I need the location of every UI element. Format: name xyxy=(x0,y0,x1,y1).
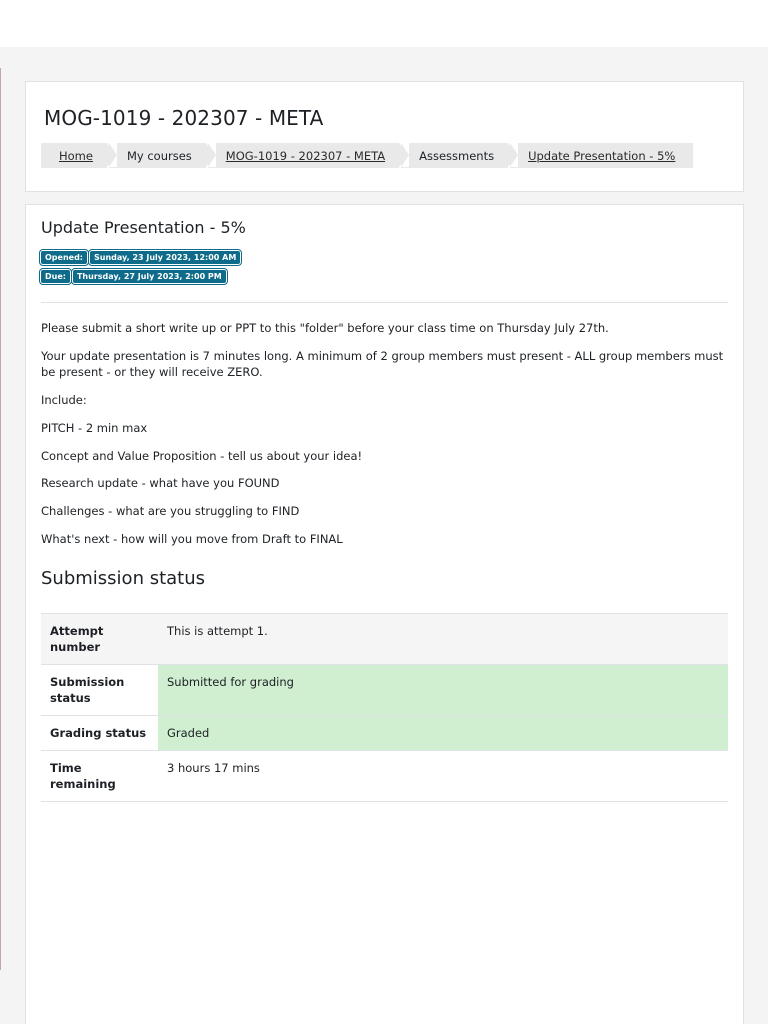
submission-status-table xyxy=(41,613,728,802)
row-label: Attempt number xyxy=(41,614,158,665)
breadcrumb-link-course[interactable]: MOG-1019 - 202307 - META xyxy=(225,148,386,163)
section-divider xyxy=(41,302,728,303)
row-label: Time remaining xyxy=(41,751,158,802)
submission-status-heading: Submission status xyxy=(41,568,206,589)
breadcrumb-item-home[interactable] xyxy=(41,143,107,168)
top-navbar xyxy=(0,0,768,47)
description-paragraph: Your update presentation is 7 minutes long. A minimum of 2 group members must present - ALL group members must be present - or they will receive ZERO. xyxy=(41,349,724,379)
description-paragraph: Challenges - what are you struggling to FIND xyxy=(41,504,300,518)
breadcrumb-link-assignment[interactable]: Update Presentation - 5% xyxy=(528,148,676,163)
opened-date-row xyxy=(41,251,240,264)
due-date-badge: Thursday, 27 July 2023, 2:00 PM xyxy=(73,270,226,283)
breadcrumb-item-assignment[interactable] xyxy=(510,143,693,168)
table-row xyxy=(41,716,728,751)
row-label: Submission status xyxy=(41,665,158,716)
assignment-title: Update Presentation - 5% xyxy=(41,218,246,237)
page-header xyxy=(25,81,744,192)
row-value: This is attempt 1. xyxy=(158,614,728,665)
course-title: MOG-1019 - 202307 - META xyxy=(44,106,324,130)
breadcrumb-item-my-courses xyxy=(109,143,206,168)
row-value: 3 hours 17 mins xyxy=(167,761,260,775)
breadcrumb-label-my-courses: My courses xyxy=(126,148,192,163)
due-label-badge: Due: xyxy=(41,270,70,283)
breadcrumb-item-course[interactable] xyxy=(208,143,399,168)
breadcrumb-link-home[interactable]: Home xyxy=(59,148,93,163)
table-row xyxy=(41,751,728,802)
table-row xyxy=(41,614,728,665)
opened-label-badge: Opened: xyxy=(41,251,87,264)
breadcrumb xyxy=(41,143,693,168)
description-paragraph: Please submit a short write up or PPT to this "folder" before your class time on Thursday July 27th. xyxy=(41,321,609,335)
row-value: Graded xyxy=(158,716,728,751)
description-paragraph: What's next - how will you move from Draft to FINAL xyxy=(41,532,343,546)
drawer-edge xyxy=(0,68,1,970)
table-row xyxy=(41,665,728,716)
due-date-row xyxy=(41,270,226,283)
opened-date-badge: Sunday, 23 July 2023, 12:00 AM xyxy=(90,251,240,264)
breadcrumb-item-assessments xyxy=(401,143,508,168)
description-paragraph: Include: xyxy=(41,393,87,407)
description-paragraph: Research update - what have you FOUND xyxy=(41,476,280,490)
assignment-card xyxy=(25,204,744,1024)
description-paragraph: PITCH - 2 min max xyxy=(41,421,148,435)
description-paragraph: Concept and Value Proposition - tell us about your idea! xyxy=(41,449,363,463)
row-value: Submitted for grading xyxy=(158,665,728,716)
row-label: Grading status xyxy=(41,716,158,751)
breadcrumb-label-assessments: Assessments xyxy=(419,148,495,163)
